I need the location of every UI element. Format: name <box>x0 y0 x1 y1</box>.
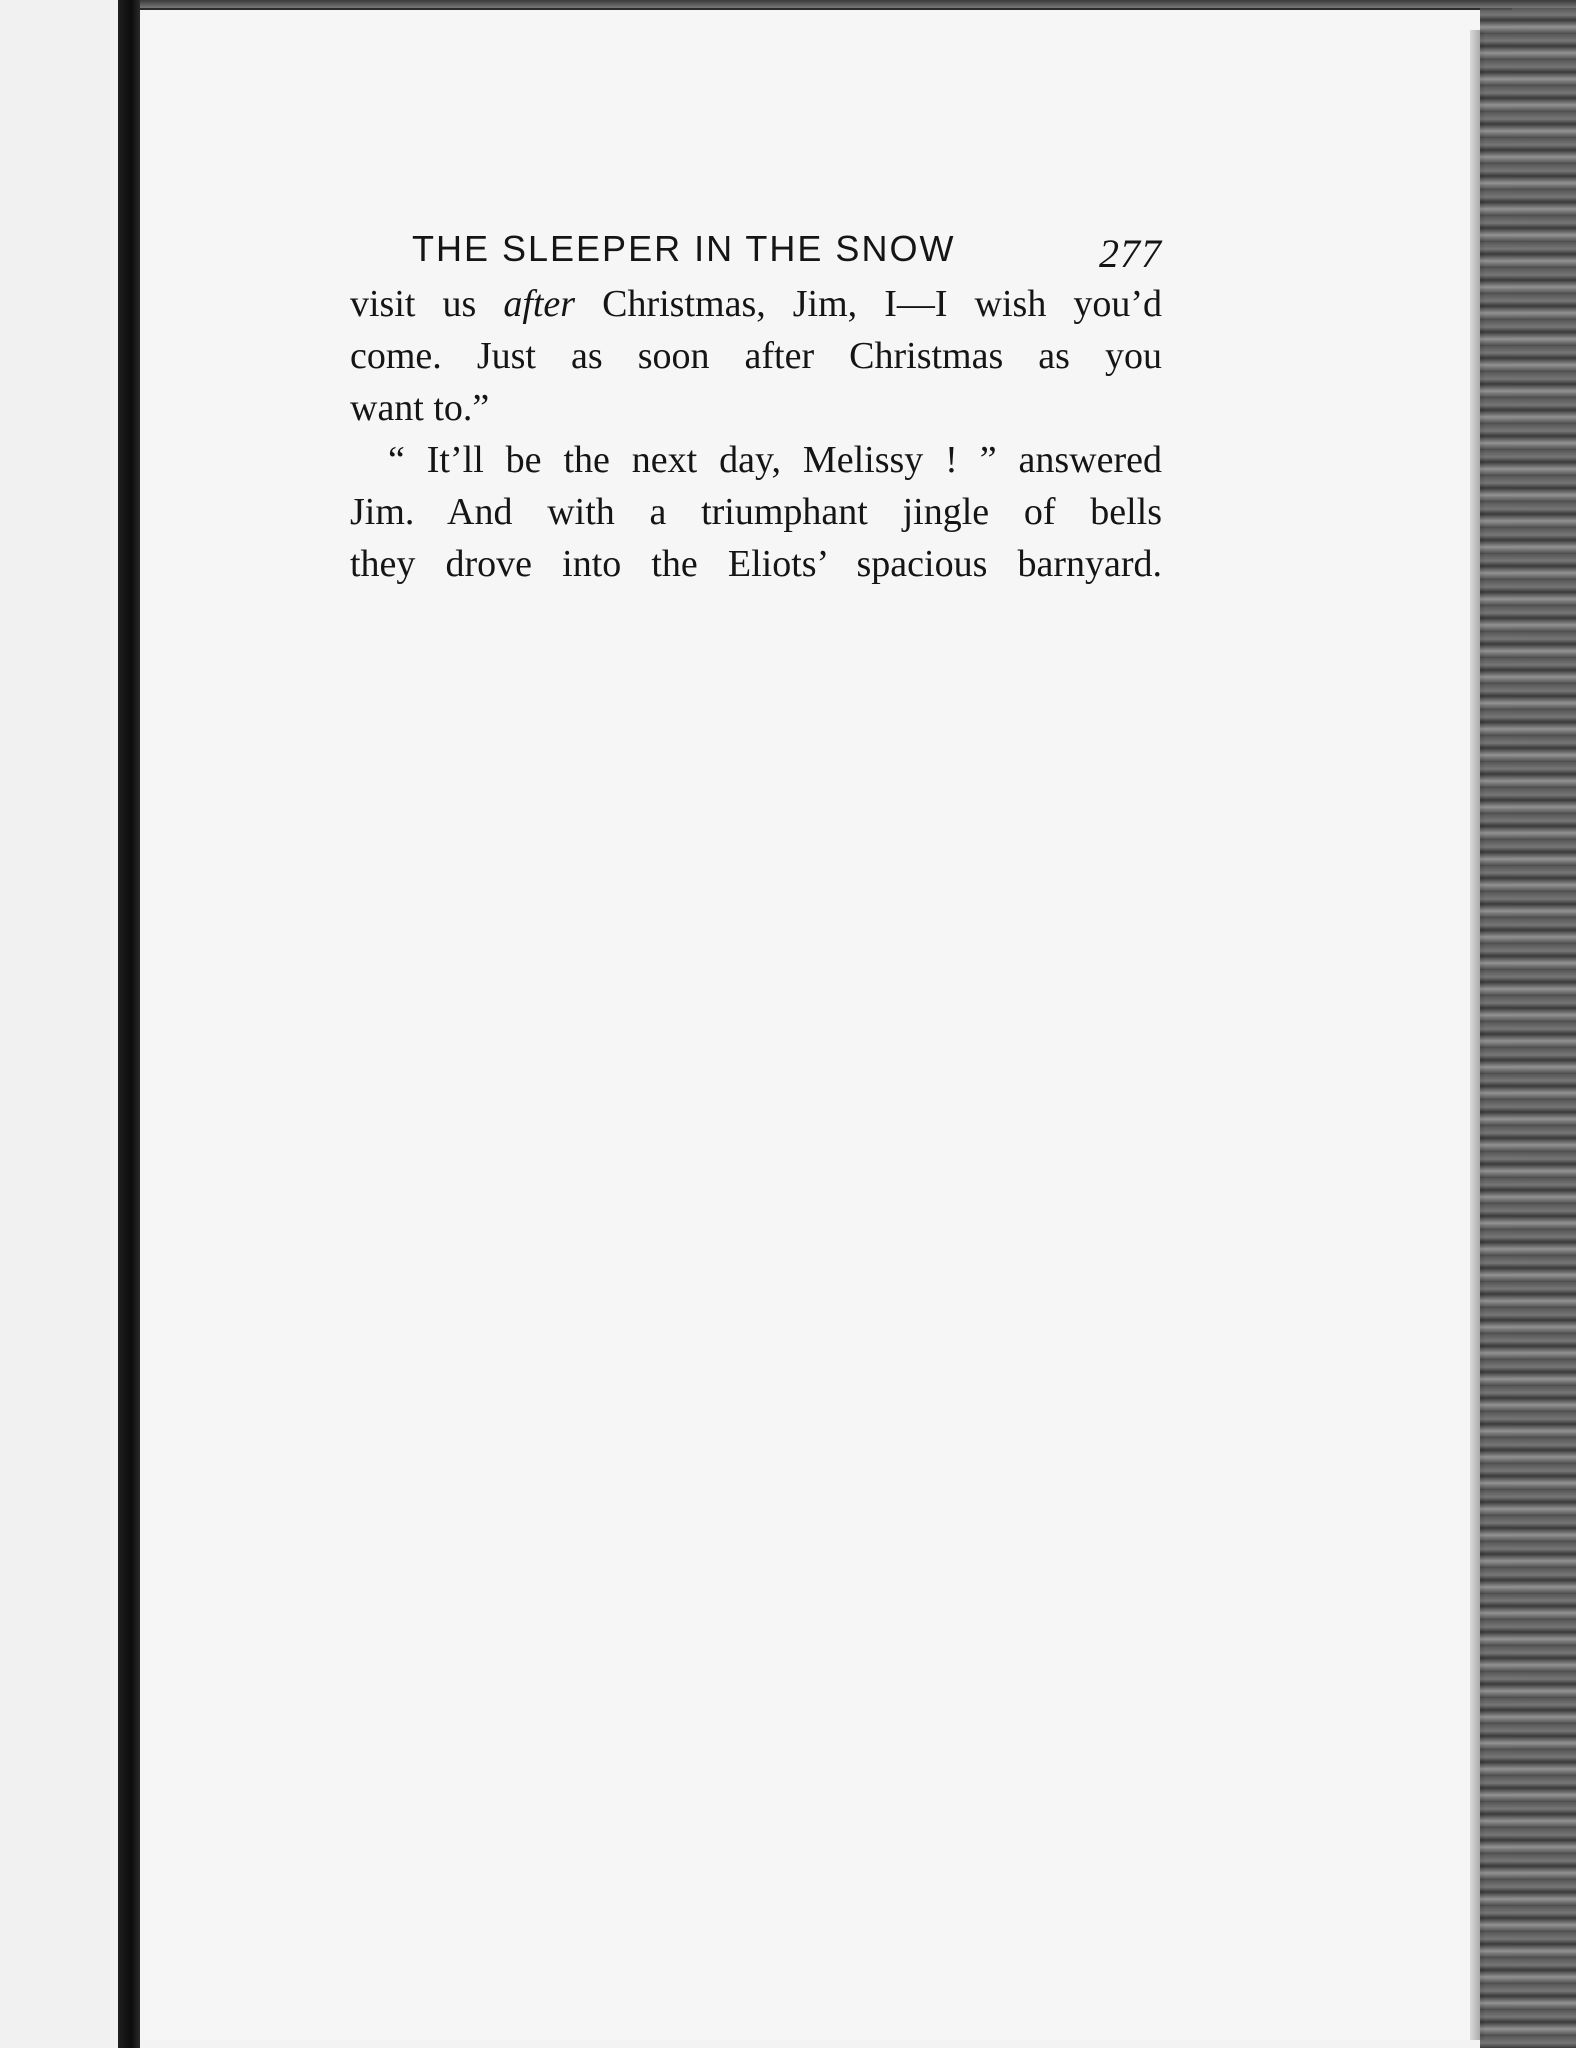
page-text <box>350 220 1162 590</box>
text-line: want to.” <box>350 387 490 429</box>
facing-page-edge <box>0 0 118 2048</box>
page-number: 277 <box>1099 231 1162 276</box>
cover-edge <box>1480 8 1576 2048</box>
book-gutter <box>118 0 140 2048</box>
text-line <box>350 278 1162 330</box>
text-line: “ It’ll be the next day, Melissy ! ” answered <box>388 439 1162 481</box>
text-line: they drove into the Eliots’ spacious barnyard. <box>350 543 1162 585</box>
emphasis-text: after <box>503 283 576 325</box>
text-line: Jim. And with a triumphant jingle of bells <box>350 491 1162 533</box>
text-span: visit us <box>350 283 504 325</box>
paragraph <box>350 434 1162 590</box>
running-head-title: THE SLEEPER IN THE SNOW <box>412 228 956 269</box>
paragraph <box>350 278 1162 434</box>
text-line: come. Just as soon after Christmas as you <box>350 335 1162 377</box>
page-top-edge <box>140 0 1576 8</box>
text-span: Christmas, Jim, I—I wish you’d <box>575 283 1162 325</box>
running-head <box>350 220 1162 278</box>
